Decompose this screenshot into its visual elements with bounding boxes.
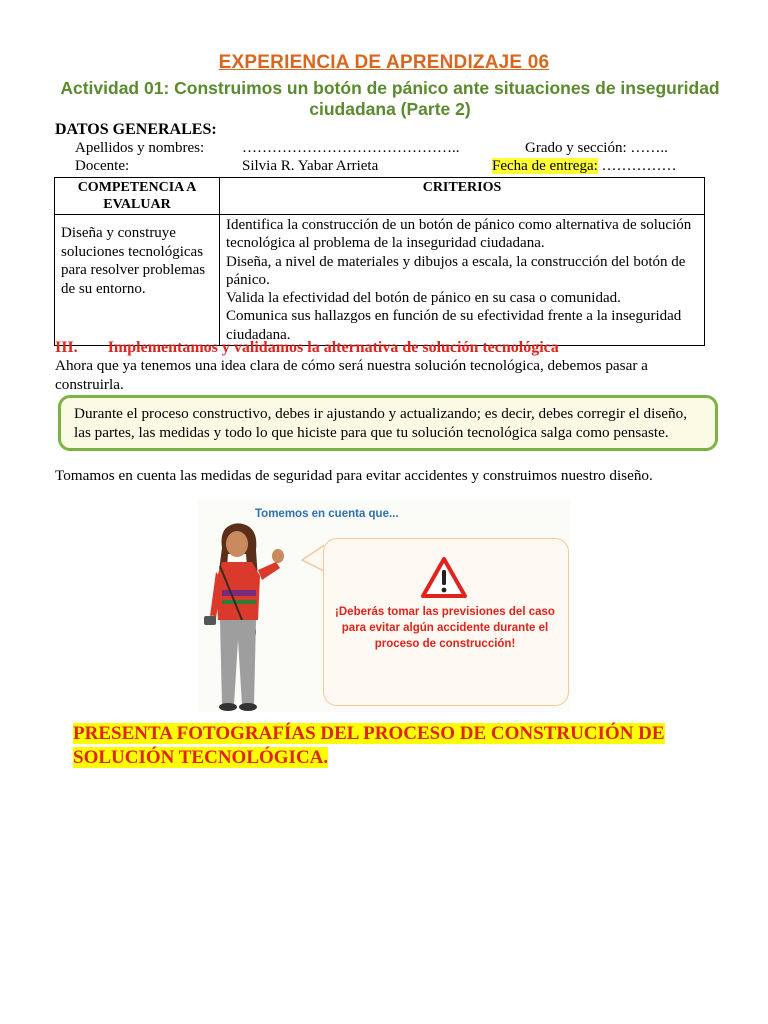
apellidos-label: Apellidos y nombres: (75, 140, 205, 156)
fecha-label: Fecha de entrega: (492, 158, 598, 174)
warning-triangle-icon (420, 556, 468, 600)
table-header-row (55, 178, 705, 215)
criterio-item: Comunica sus hallazgos en función de su efectividad frente a la inseguridad ciudadana. (226, 308, 682, 343)
grado-value: : …….. (622, 140, 668, 156)
criteria-table (54, 177, 705, 346)
section-title: Implementamos y validamos la alternativa de solución tecnológica (107, 339, 559, 356)
warning-text: ¡Deberás tomar las previsiones del caso para evitar algún accidente durante el proceso de construcción! (335, 606, 555, 650)
fecha-value: …………… (597, 158, 677, 174)
document-title: EXPERIENCIA DE APRENDIZAJE 06 (218, 52, 550, 73)
header-criterios: CRITERIOS (220, 178, 705, 215)
note-title: Tomemos en cuenta que... (255, 508, 399, 520)
docente-label: Docente: (75, 158, 130, 174)
section-number: III. (55, 339, 78, 356)
activity-subtitle: Actividad 01: Construimos un botón de pánico ante situaciones de inseguridad ciudadana (Parte 2) (60, 78, 720, 119)
section-intro: Ahora que ya tenemos una idea clara de cómo será nuestra solución tecnológica, debemos pasar a construirla. (55, 357, 648, 393)
presenta-text: PRESENTA FOTOGRAFÍAS DEL PROCESO DE CONSTRUCIÓN DE SOLUCIÓN TECNOLÓGICA. (73, 723, 665, 768)
docente-value: Silvia R. Yabar Arrieta (242, 158, 379, 174)
apellidos-value: …………………………………….. (242, 140, 460, 156)
presenta-instruction (73, 722, 713, 770)
criterios-cell (220, 215, 705, 346)
datos-generales-heading: DATOS GENERALES: (55, 121, 217, 138)
girl-illustration (198, 520, 288, 715)
grado-seccion (525, 140, 668, 157)
fecha-entrega (492, 158, 677, 175)
safety-paragraph: Tomamos en cuenta las medidas de seguridad para evitar accidentes y construimos nuestro diseño. (55, 467, 653, 484)
table-row (55, 215, 705, 346)
header-competencia: COMPETENCIA A EVALUAR (55, 178, 220, 215)
criterio-item: Identifica la construcción de un botón de pánico como alternativa de solución tecnológica al problema de la inseguridad ciudadana. (226, 217, 692, 252)
section-iii-heading (55, 339, 559, 357)
criterio-item: Diseña, a nivel de materiales y dibujos a escala, la construcción del botón de pánico. (226, 253, 686, 288)
criterio-item: Valida la efectividad del botón de pánico en su casa o comunidad. (226, 290, 621, 307)
adjust-callout-box: Durante el proceso constructivo, debes ir ajustando y actualizando; es decir, debes corregir el diseño, las partes, las medidas y todo lo que hiciste para que tu solución tecnológica salga como pensaste. (58, 395, 718, 451)
competencia-cell: Diseña y construye soluciones tecnológicas para resolver problemas de su entorno. (55, 215, 220, 346)
grado-label: Grado y sección (525, 140, 623, 156)
